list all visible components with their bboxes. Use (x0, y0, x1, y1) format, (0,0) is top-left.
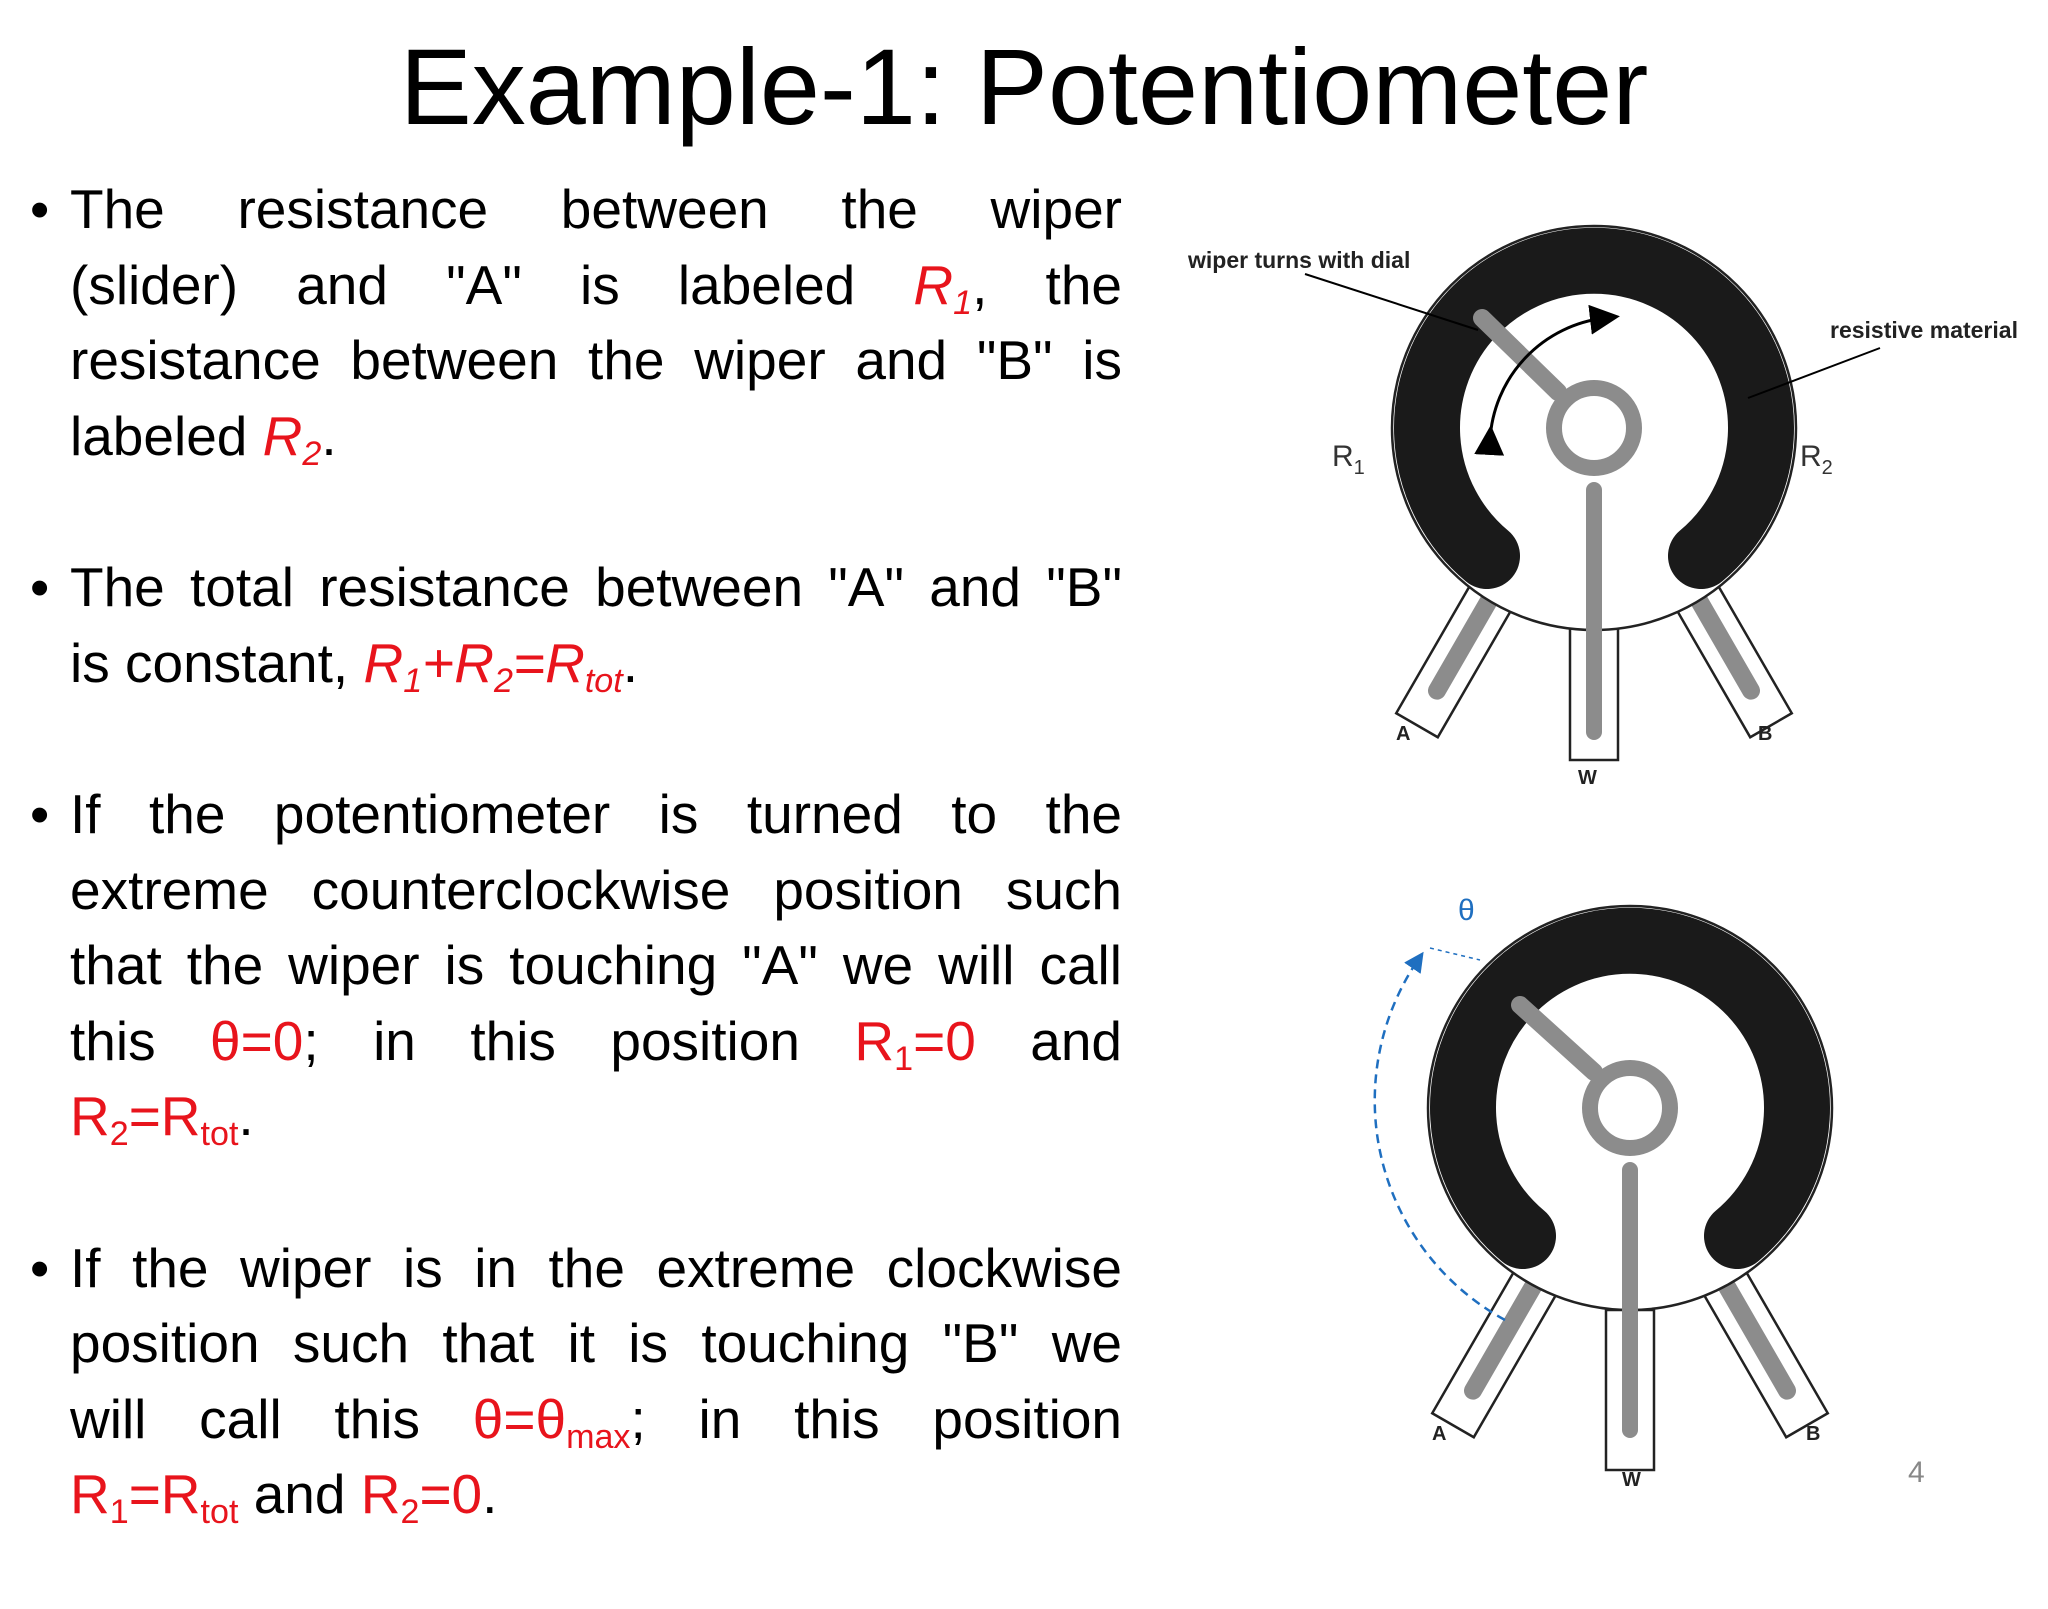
text: , the (972, 253, 1122, 316)
bullet-4-line-4: $R_1=R_{tot}$ and $R_2=0$. (70, 1463, 498, 1532)
pin-w-label-1: W (1578, 767, 1597, 789)
bullet-3-line-3: that the wiper is touching "A" we will call (70, 934, 1122, 996)
bullet-4-line-3: will call this $\theta=\theta_{max}$; in this position (70, 1387, 1122, 1456)
theta-zero: θ=0 (210, 1009, 304, 1072)
bullet-3-line-2: extreme counterclockwise position such (70, 858, 1122, 921)
wiper-label: wiper turns with dial (1188, 247, 1411, 273)
pin-b-label-2: B (1806, 1423, 1821, 1445)
r2-equals-zero: $R_2=0$ (360, 1463, 483, 1532)
r1-equals-zero: $R_1=0$ (854, 1009, 976, 1078)
theta-label: θ (1458, 894, 1475, 927)
resistive-material-label: resistive material (1830, 317, 2018, 343)
r2-symbol: $R_2$ (262, 404, 322, 473)
pin-a-label-1: A (1396, 723, 1411, 745)
r1-equals-rtot: $R_1=R_{tot}$ (70, 1463, 239, 1532)
potentiometer-diagram-2 (1375, 894, 1832, 1491)
pin-a-label-2: A (1432, 1423, 1447, 1445)
bullet-3-line-5: $R_2=R_{tot}$. (70, 1085, 254, 1154)
wiper-hub-2 (1590, 1068, 1670, 1148)
theta-max: $\theta=\theta_{max}$ (472, 1387, 631, 1456)
pin-b-label-1: B (1758, 723, 1773, 745)
potentiometer-diagram-1 (1187, 226, 2018, 789)
bullet-4-line-2: position such that it is touching "B" we (70, 1312, 1122, 1374)
wiper-hub-1 (1554, 388, 1634, 468)
r1-symbol: $R_1$ (913, 253, 973, 322)
bullet-1-line-3: resistance between the wiper and "B" is (70, 329, 1122, 391)
bullet-1-line-1: • The resistance between the wiper (70, 178, 1122, 240)
bullet-3-line-1: • If the potentiometer is turned to the (70, 783, 1122, 845)
r1-diagram-label: $R_1$ (1332, 440, 1365, 479)
bullet-2-line-2: is constant, $R_1+R_2=R_{tot}$. (70, 631, 638, 700)
theta-reference-line (1430, 948, 1480, 960)
page-number: 4 (1908, 1456, 1925, 1489)
total-resistance-equation: $R_1+R_2=R_{tot}$ (363, 631, 623, 700)
bullet-1-line-4: labeled $R_2$. (70, 404, 337, 473)
page-title: Example-1: Potentiometer (399, 26, 1649, 147)
pin-w-label-2: W (1622, 1469, 1641, 1491)
r2-equals-rtot: $R_2=R_{tot}$ (70, 1085, 239, 1154)
text: (slider) and "A" is labeled (70, 253, 914, 316)
bullet-2-line-1: • The total resistance between "A" and "B" (70, 556, 1122, 618)
bullet-3-line-4: this θ=0; in this position $R_1=0$ and (70, 1009, 1123, 1078)
bullet-4-line-1: • If the wiper is in the extreme clockwise (70, 1236, 1122, 1299)
r2-diagram-label: $R_2$ (1800, 440, 1833, 479)
